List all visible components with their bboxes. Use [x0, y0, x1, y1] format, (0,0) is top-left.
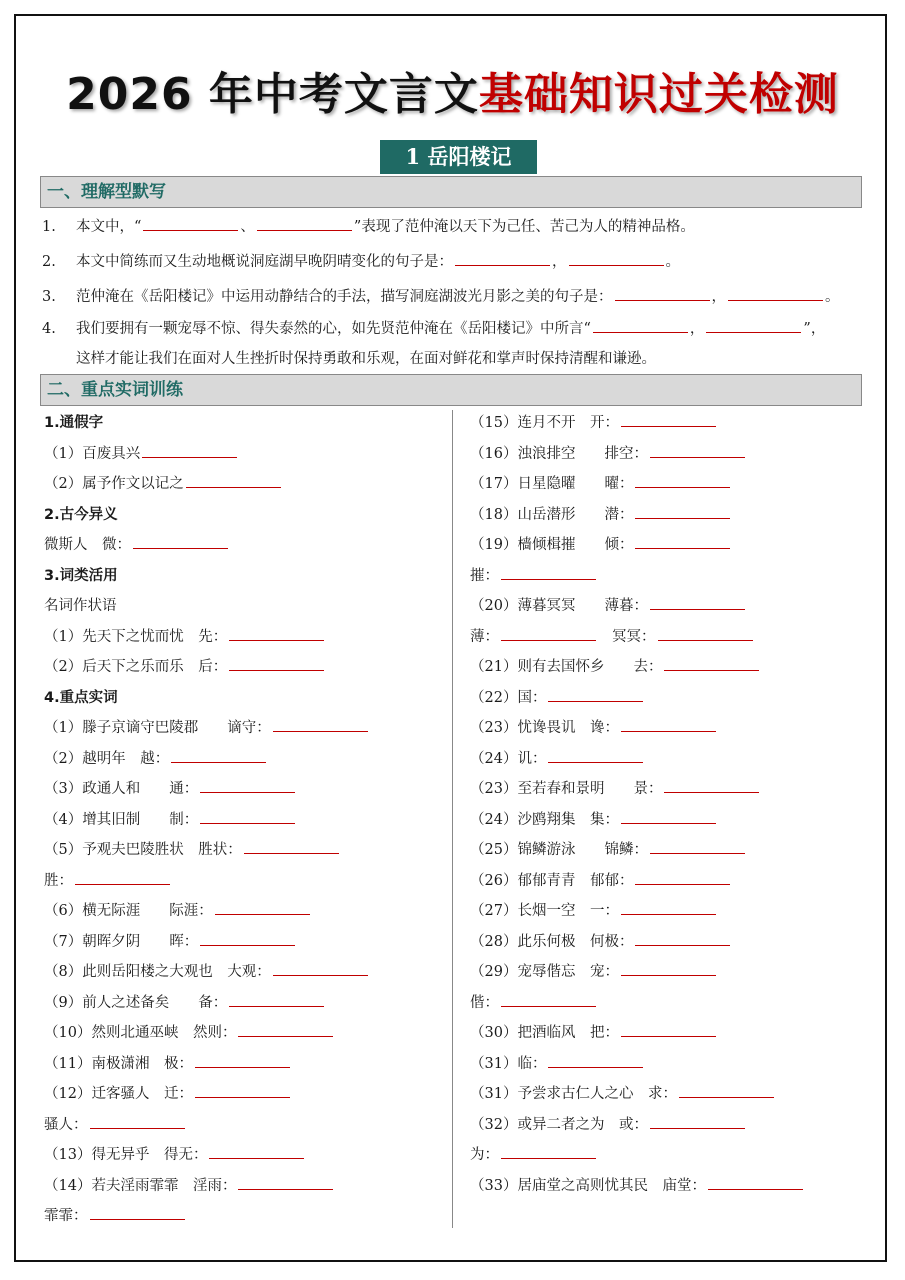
answer-blank[interactable]	[621, 959, 716, 976]
vocab-item	[470, 1140, 805, 1171]
vocab-item-text: （28）此乐何极 何极：	[470, 933, 634, 950]
vocab-item	[470, 957, 805, 988]
vocab-item-text: 偕：	[470, 994, 499, 1011]
question-4-continued: 这样才能让我们在面对人生挫折时保持勇敢和乐观，在面对鲜花和掌声时保持清醒和谦逊。	[76, 351, 656, 367]
vocab-item	[44, 591, 370, 622]
answer-blank[interactable]	[195, 1081, 290, 1098]
question-number: 3.	[42, 289, 56, 305]
answer-blank[interactable]	[229, 654, 324, 671]
vocab-item	[44, 1110, 370, 1141]
vocab-item	[44, 1140, 370, 1171]
answer-blank[interactable]	[501, 1142, 596, 1159]
answer-blank[interactable]	[501, 563, 596, 580]
vocab-item	[470, 774, 805, 805]
question-4	[42, 314, 872, 344]
answer-blank[interactable]	[664, 776, 759, 793]
subsection-title	[44, 683, 370, 714]
answer-blank[interactable]	[708, 1173, 803, 1190]
vocab-item-text: （8）此则岳阳楼之大观也 大观：	[44, 964, 271, 980]
question-number: 1.	[42, 219, 56, 235]
vocab-item-text: 霏霏：	[44, 1208, 88, 1224]
vocab-item-text: （32）或异二者之为 或：	[470, 1116, 648, 1133]
vocab-item-text: 薄：	[470, 628, 499, 645]
vocab-item-text: （21）则有去国怀乡 去：	[470, 659, 663, 675]
vocab-item-text: 为：	[470, 1147, 499, 1163]
vocab-item-text: （23）忧谗畏讥 谗：	[470, 720, 619, 736]
vocab-item	[470, 622, 805, 653]
answer-blank[interactable]	[501, 990, 596, 1007]
vocab-item	[44, 988, 370, 1019]
vocab-item	[44, 866, 370, 897]
question-text: 本文中简练而又生动地概说洞庭湖早晚阴晴变化的句子是：	[76, 254, 453, 270]
answer-blank[interactable]	[621, 807, 716, 824]
vocab-item-text: 微斯人 微：	[44, 537, 131, 553]
question-2	[42, 247, 872, 277]
subsection-title	[44, 561, 370, 592]
answer-blank[interactable]	[215, 898, 310, 915]
vocab-item	[470, 561, 805, 592]
vocab-item-text: （5）予观夫巴陵胜状 胜状：	[44, 842, 242, 858]
vocab-column-right	[470, 408, 805, 1201]
vocab-item-text: 2.古今异义	[44, 506, 118, 523]
vocab-item-text: 冥冥：	[612, 628, 656, 645]
vocab-item-text: （17）日星隐曜 曜：	[470, 476, 634, 492]
vocab-item	[470, 439, 805, 470]
answer-blank[interactable]	[501, 624, 596, 641]
vocab-item-text: （1）百废具兴	[44, 445, 141, 462]
vocab-item-text: （20）薄暮冥冥 薄暮：	[470, 598, 648, 614]
answer-blank[interactable]	[200, 929, 295, 946]
answer-blank[interactable]	[621, 715, 716, 732]
question-text: 、	[240, 219, 255, 235]
answer-blank[interactable]	[244, 837, 339, 854]
vocab-item	[44, 744, 370, 775]
answer-blank[interactable]	[90, 1203, 185, 1220]
answer-blank[interactable]	[548, 746, 643, 763]
vocab-item-text: （4）增其旧制 制：	[44, 811, 199, 828]
question-text: ”，	[803, 321, 826, 337]
vocab-item	[470, 469, 805, 500]
answer-blank[interactable]	[621, 898, 716, 915]
vocab-item-text: 骚人：	[44, 1116, 88, 1133]
title-part-red: 基础知识过关检测	[478, 69, 839, 120]
vocab-item	[44, 439, 370, 470]
vocab-item-text: （22）国：	[470, 689, 547, 706]
vocab-item	[470, 744, 805, 775]
vocab-item-text: （25）锦鳞游泳 锦鳞：	[470, 842, 648, 858]
answer-blank[interactable]	[658, 624, 753, 641]
answer-blank[interactable]	[635, 502, 730, 519]
vocab-item-text: 3.词类活用	[44, 567, 118, 584]
vocab-item-text: （30）把酒临风 把：	[470, 1025, 619, 1041]
vocab-item-text: （15）连月不开 开：	[470, 415, 619, 431]
answer-blank[interactable]	[133, 532, 228, 549]
answer-blank[interactable]	[593, 316, 688, 333]
section-header-vocabulary: 二、重点实词训练	[40, 374, 862, 406]
vocab-item-text: （1）先天下之忧而忧 先：	[44, 628, 228, 645]
question-text: 范仲淹在《岳阳楼记》中运用动静结合的手法，描写洞庭湖波光月影之美的句子是：	[76, 289, 613, 305]
answer-blank[interactable]	[635, 868, 730, 885]
vocab-item	[44, 896, 370, 927]
vocab-item	[44, 957, 370, 988]
vocab-item	[44, 835, 370, 866]
answer-blank[interactable]	[621, 1020, 716, 1037]
vocab-item	[44, 774, 370, 805]
answer-blank[interactable]	[257, 214, 352, 231]
question-3	[42, 282, 872, 312]
question-text: 本文中，“	[76, 219, 142, 235]
vocab-item-text: （29）宠辱偕忘 宠：	[470, 964, 619, 980]
vocab-item	[44, 1018, 370, 1049]
vocab-item	[470, 683, 805, 714]
answer-blank[interactable]	[273, 959, 368, 976]
vocab-item-text: 4.重点实词	[44, 689, 118, 706]
question-text: ，	[689, 321, 705, 337]
vocab-item-text: （18）山岳潜形 潜：	[470, 506, 634, 523]
vocab-item	[470, 896, 805, 927]
vocab-item	[470, 1018, 805, 1049]
question-text: ”表现了范仲淹以天下为己任、苦己为人的精神品格。	[353, 219, 695, 235]
question-text: ，	[552, 254, 567, 270]
vocab-item	[44, 1079, 370, 1110]
vocab-item	[470, 1110, 805, 1141]
vocab-item-text: 名词作状语	[44, 598, 117, 614]
vocab-item	[44, 713, 370, 744]
answer-blank[interactable]	[455, 249, 550, 266]
vocab-item	[44, 652, 370, 683]
vocab-column-left	[44, 408, 370, 1232]
answer-blank[interactable]	[209, 1142, 304, 1159]
vocab-item-text: （24）讥：	[470, 750, 547, 767]
vocab-item-text: （2）后天下之乐而乐 后：	[44, 659, 228, 675]
vocab-item	[44, 1201, 370, 1232]
subsection-title	[44, 500, 370, 531]
vocab-item	[470, 530, 805, 561]
vocab-item-text: （12）迁客骚人 迁：	[44, 1086, 193, 1102]
vocab-item	[470, 1079, 805, 1110]
vocab-item	[470, 1171, 805, 1202]
vocab-item-text: （13）得无异乎 得无：	[44, 1147, 208, 1163]
section-header-recitation: 一、理解型默写	[40, 176, 862, 208]
vocab-item-text: 1.通假字	[44, 415, 104, 431]
column-divider	[452, 410, 453, 1228]
vocab-item-text: （11）南极潇湘 极：	[44, 1055, 193, 1072]
question-number: 4.	[42, 321, 56, 337]
vocab-item-text: （2）属予作文以记之	[44, 476, 184, 492]
answer-blank[interactable]	[548, 1051, 643, 1068]
vocab-item	[470, 835, 805, 866]
answer-blank[interactable]	[679, 1081, 774, 1098]
vocab-item	[44, 469, 370, 500]
answer-blank[interactable]	[621, 410, 716, 427]
answer-blank[interactable]	[650, 837, 745, 854]
vocab-item-text: （24）沙鸥翔集 集：	[470, 811, 619, 828]
vocab-item-text: （19）樯倾楫摧 倾：	[470, 537, 634, 553]
answer-blank[interactable]	[195, 1051, 290, 1068]
answer-blank[interactable]	[706, 316, 801, 333]
question-text: ，	[711, 289, 726, 305]
vocab-item-text: （27）长烟一空 一：	[470, 903, 619, 919]
title-part-black: 2026 年中考文言文	[66, 69, 479, 120]
vocab-item-text: 胜：	[44, 872, 73, 889]
question-1	[42, 212, 872, 242]
vocab-item-text: 摧：	[470, 567, 499, 584]
answer-blank[interactable]	[75, 868, 170, 885]
answer-blank[interactable]	[186, 471, 281, 488]
vocab-item	[470, 652, 805, 683]
vocab-item-text: （26）郁郁青青 郁郁：	[470, 872, 634, 889]
vocab-item	[470, 1049, 805, 1080]
vocab-item-text: （7）朝晖夕阴 晖：	[44, 933, 199, 950]
vocab-item	[470, 500, 805, 531]
vocab-item	[44, 1171, 370, 1202]
question-text: 。	[665, 254, 680, 270]
answer-blank[interactable]	[615, 284, 710, 301]
answer-blank[interactable]	[238, 1020, 333, 1037]
answer-blank[interactable]	[171, 746, 266, 763]
answer-blank[interactable]	[229, 990, 324, 1007]
answer-blank[interactable]	[650, 441, 745, 458]
answer-blank[interactable]	[200, 807, 295, 824]
vocab-item-text: （31）予尝求古仁人之心 求：	[470, 1086, 677, 1102]
vocab-item-text: （3）政通人和 通：	[44, 781, 199, 797]
vocab-item-text: （2）越明年 越：	[44, 750, 170, 767]
answer-blank[interactable]	[200, 776, 295, 793]
vocab-item-text: （31）临：	[470, 1055, 547, 1072]
answer-blank[interactable]	[728, 284, 823, 301]
vocab-item-text: （14）若夫淫雨霏霏 淫雨：	[44, 1177, 237, 1194]
answer-blank[interactable]	[143, 214, 238, 231]
question-text: 我们要拥有一颗宠辱不惊、得失泰然的心，如先贤范仲淹在《岳阳楼记》中所言“	[76, 321, 591, 337]
answer-blank[interactable]	[90, 1112, 185, 1129]
vocab-item	[470, 408, 805, 439]
vocab-item-text: （9）前人之述备矣 备：	[44, 994, 228, 1011]
vocab-item	[44, 1049, 370, 1080]
question-number: 2.	[42, 254, 56, 270]
page-title	[0, 58, 905, 122]
vocab-item	[470, 927, 805, 958]
vocab-item	[44, 927, 370, 958]
vocab-item	[44, 622, 370, 653]
answer-blank[interactable]	[664, 654, 759, 671]
lesson-badge: 1 岳阳楼记	[380, 140, 537, 174]
vocab-item	[44, 530, 370, 561]
vocab-item-text: （16）浊浪排空 排空：	[470, 445, 648, 462]
vocab-item	[470, 866, 805, 897]
subsection-title	[44, 408, 370, 439]
vocab-item	[470, 988, 805, 1019]
vocab-item	[44, 805, 370, 836]
vocab-item	[470, 713, 805, 744]
answer-blank[interactable]	[142, 441, 237, 458]
vocab-item	[470, 591, 805, 622]
answer-blank[interactable]	[229, 624, 324, 641]
vocab-item-text: （23）至若春和景明 景：	[470, 781, 663, 797]
question-text: 。	[825, 289, 840, 305]
vocab-item-text: （10）然则北通巫峡 然则：	[44, 1025, 237, 1041]
answer-blank[interactable]	[650, 593, 745, 610]
answer-blank[interactable]	[238, 1173, 333, 1190]
vocab-item-text: （6）横无际涯 际涯：	[44, 903, 213, 919]
answer-blank[interactable]	[548, 685, 643, 702]
vocab-item	[470, 805, 805, 836]
answer-blank[interactable]	[650, 1112, 745, 1129]
answer-blank[interactable]	[273, 715, 368, 732]
answer-blank[interactable]	[635, 532, 730, 549]
vocab-item-text: （33）居庙堂之高则忧其民 庙堂：	[470, 1177, 706, 1194]
vocab-item-text: （1）滕子京谪守巴陵郡 谪守：	[44, 720, 271, 736]
answer-blank[interactable]	[569, 249, 664, 266]
answer-blank[interactable]	[635, 471, 730, 488]
answer-blank[interactable]	[635, 929, 730, 946]
